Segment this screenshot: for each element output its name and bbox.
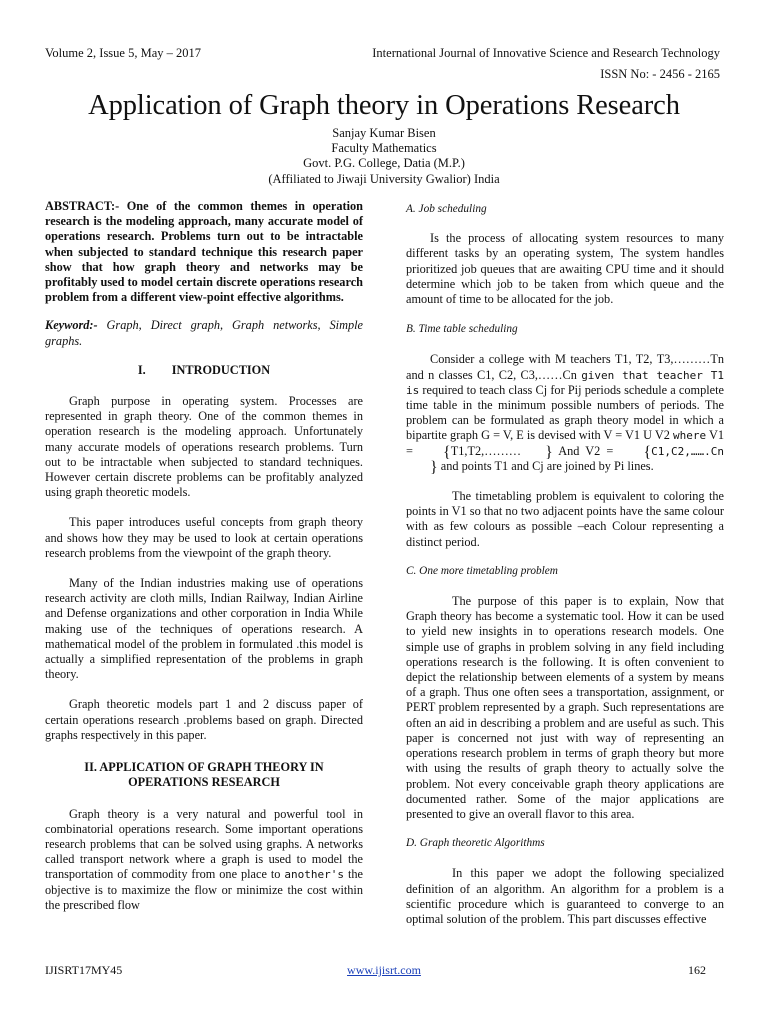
intro-paragraph-2: This paper introduces useful concepts from graph theory and shows how they may be used to look at certain operations research problems from the viewpoint of the graph theory.: [45, 515, 363, 560]
subsection-a-heading: A. Job scheduling: [406, 203, 487, 215]
pb-text-2: required to teach class Cj for Pij periods schedule a complete time table in the minimum possible numbers of periods. The problem can be formulated as graph theory model in which a bipartite graph G = V, E is devised with V = V1 U V2: [406, 382, 724, 443]
set-v1: T1,T2,………: [450, 443, 522, 458]
section-2-heading-line2: OPERATIONS RESEARCH: [128, 775, 280, 790]
footer-paper-code: IJISRT17MY45: [45, 963, 123, 977]
pb-text-5: and points T1 and Cj are joined by Pi lines.: [437, 458, 654, 473]
paper-title: Application of Graph theory in Operations Research: [88, 90, 680, 121]
pb-mono-2: where: [672, 429, 707, 443]
left-column: [45, 199, 363, 913]
author-affiliation: (Affiliated to Jiwaji University Gwalior) India: [268, 172, 500, 186]
section-1-heading: [45, 363, 363, 378]
left-brace-icon: {: [643, 443, 652, 461]
intro-paragraph-3: Many of the Indian industries making use of operations research activity are cloth mills, Indian Railway, Indian Airline and Defense organizations and other corporation in India While making use of the techniques of operations research. A mathematical model of the problem in formulated .this model is actually a simplified representation of the problems in graph theory.: [45, 576, 363, 682]
footer-url-wrap: [0, 963, 768, 978]
section-1-number: I.: [137, 362, 146, 377]
subsection-d-paragraph: In this paper we adopt the following specialized definition of an algorithm. An algorithm for a problem is a scientific procedure which is guaranteed to converge to an optimal solution of the problem. This part discusses effective: [406, 866, 724, 926]
right-brace-icon: }: [545, 443, 553, 461]
abstract: ABSTRACT:- One of the common themes in operation research is the modeling approach, many accurate model of operations research. Problems turn out to be intractable when subjected to standard technique this research paper show that how graph theory and networks may be profitably used to model certain discrete operations research problem from a different view-point effective algorithms.: [45, 199, 363, 305]
author-name: Sanjay Kumar Bisen: [332, 126, 436, 140]
pb-text-4: And V2 =: [552, 443, 620, 458]
right-brace-icon: }: [430, 458, 438, 476]
left-brace-icon: {: [443, 443, 451, 461]
subsection-b-paragraph-1: [406, 352, 724, 474]
pb-mono-1: given that teacher T1 is: [406, 368, 724, 397]
subsection-b-paragraph-2: The timetabling problem is equivalent to coloring the points in V1 so that no two adjacent points have the same colour with as few colours as possible –each Colour representing a distinct period.: [406, 489, 724, 549]
section-1-title: INTRODUCTION: [171, 362, 271, 377]
subsection-c-heading: C. One more timetabling problem: [406, 564, 558, 577]
footer-url-link[interactable]: www.ijisrt.com: [347, 963, 421, 977]
right-column: [406, 202, 724, 927]
keyword-label: Keyword:-: [45, 318, 98, 333]
volume-issue: Volume 2, Issue 5, May – 2017: [45, 46, 202, 60]
author-department: Faculty Mathematics: [331, 141, 437, 155]
subsection-d-heading: D. Graph theoretic Algorithms: [406, 837, 545, 850]
intro-paragraph-4: Graph theoretic models part 1 and 2 discuss paper of certain operations research .problems based on graph. Directed graphs respectively in this paper.: [45, 697, 363, 742]
author-college: Govt. P.G. College, Datia (M.P.): [303, 156, 465, 170]
pb-text-1: Consider a college with M teachers T1, T2, T3,………Tn and n classes C1, C2, C3,……Cn: [406, 352, 724, 382]
journal-name: International Journal of Innovative Science and Research Technology: [372, 46, 720, 60]
section-2-text-b: the objective is to maximize the flow or minimize the cost within the prescribed flow: [45, 867, 363, 912]
subsection-a-paragraph: Is the process of allocating system resources to many different tasks by an operating system, The system handles prioritized job queues that are awaiting CPU time and it should determine which job to be taken from which queue and the amount of time to be allocated for the job.: [406, 231, 724, 307]
section-2-paragraph: [45, 807, 363, 913]
section-2-mono-word: another's: [284, 868, 345, 882]
set-v2: C1,C2,…….Cn: [651, 444, 724, 458]
pb-text-3: V1 =: [406, 428, 724, 458]
issn: ISSN No: - 2456 - 2165: [600, 67, 720, 81]
keyword-text: Graph, Direct graph, Graph networks, Simple graphs.: [45, 318, 363, 348]
section-2-heading-line1: II. APPLICATION OF GRAPH THEORY IN: [84, 760, 324, 775]
section-2-text-a: Graph theory is a very natural and powerful tool in combinatorial operations research. Some important operations research problems that can be solved using graphs. A networks called transport network where a graph is used to model the transportation of commodity from one place to: [45, 806, 363, 882]
subsection-c-paragraph: The purpose of this paper is to explain, Now that Graph theory has become a systematic tool. How it can be used to yield new insights in to operations research models. One simple use of graphs in problem solving in any field including operations research is the following. It is often convenient to depict the relationship between elements of a system by means of a graph. Thus one often sees a transportation, assignment, or PERT problem represented by a graph. Such representations are often an aid in describing a problem and are useful as such. This paper is concerned not just with way of representing an operations research problem in terms of graph theory but more with using the results of graph theory to actually solve the problem. Not every conceivable graph theory applications are documented rather. Some of the major applications are presented to give an overall flavor to this area.: [406, 594, 724, 821]
subsection-b-heading: B. Time table scheduling: [406, 323, 518, 336]
intro-paragraph-1: Graph purpose in operating system. Processes are represented in graph theory. One of the common themes in operation research is the modeling approach. Unfortunately many accurate models of operations research problems. Turn out to be intractable when subjected to standard techniques. However certain discrete problems can be profitably analyzed using graph theoretic models.: [45, 394, 363, 500]
keywords: [45, 318, 363, 348]
footer-page-number: 162: [688, 963, 706, 977]
